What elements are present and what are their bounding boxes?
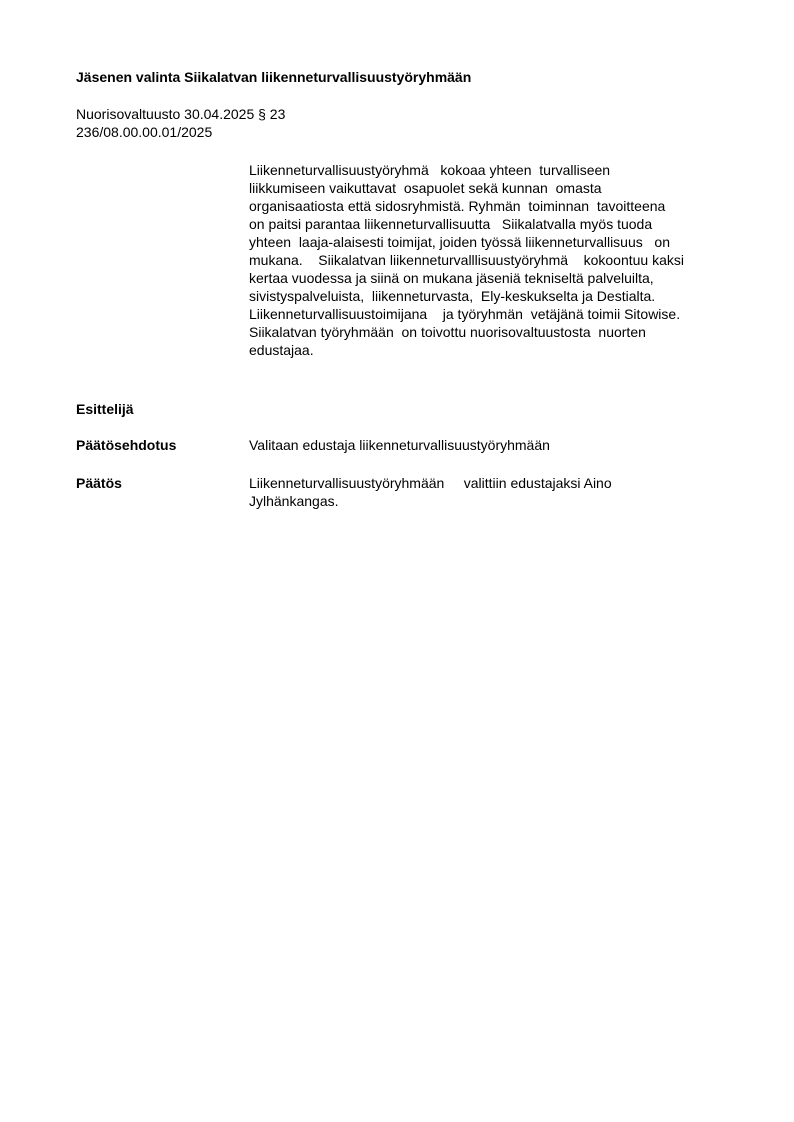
document-title: Jäsenen valinta Siikalatvan liikenneturvallisuustyöryhmään [76,69,472,85]
body-line: liikkumiseen vaikuttavat osapuolet sekä kunnan omasta [249,180,602,196]
body-line: yhteen laaja-alaisesti toimijat, joiden työssä liikenneturvallisuus on [249,234,670,250]
body-line: sivistyspalveluista, liikenneturvasta, Ely-keskukselta ja Destialta. [249,288,656,304]
body-line: mukana. Siikalatvan liikenneturvalllisuustyöryhmä kokoontuu kaksi [249,252,684,268]
body-text [249,161,739,359]
decision-line: Liikenneturvallisuustyöryhmään valittiin edustajaksi Aino [249,475,612,491]
proposal-text: Valitaan edustaja liikenneturvallisuustyöryhmään [249,437,550,453]
decision-text [249,474,739,510]
reference-number: 236/08.00.00.01/2025 [76,124,213,140]
body-line: organisaatiosta että sidosryhmistä. Ryhmän toiminnan tavoitteena [249,198,666,214]
body-line: edustajaa. [249,342,314,358]
body-line: on paitsi parantaa liikenneturvallisuutta Siikalatvalla myös tuoda [249,216,653,232]
proposal-label: Päätösehdotus [76,437,177,453]
body-line: Liikenneturvallisuustoimijana ja työryhmän vetäjänä toimii Sitowise. [249,306,681,322]
decision-line: Jylhänkangas. [249,493,339,509]
body-line: Siikalatvan työryhmään on toivottu nuorisovaltuustosta nuorten [249,324,646,340]
body-line: Liikenneturvallisuustyöryhmä kokoaa yhteen turvalliseen [249,162,611,178]
decision-label: Päätös [76,475,122,491]
body-line: kertaa vuodessa ja siinä on mukana jäseniä tekniseltä palveluilta, [249,270,654,286]
meeting-line: Nuorisovaltuusto 30.04.2025 § 23 [76,106,286,122]
presenter-label: Esittelijä [76,401,134,417]
